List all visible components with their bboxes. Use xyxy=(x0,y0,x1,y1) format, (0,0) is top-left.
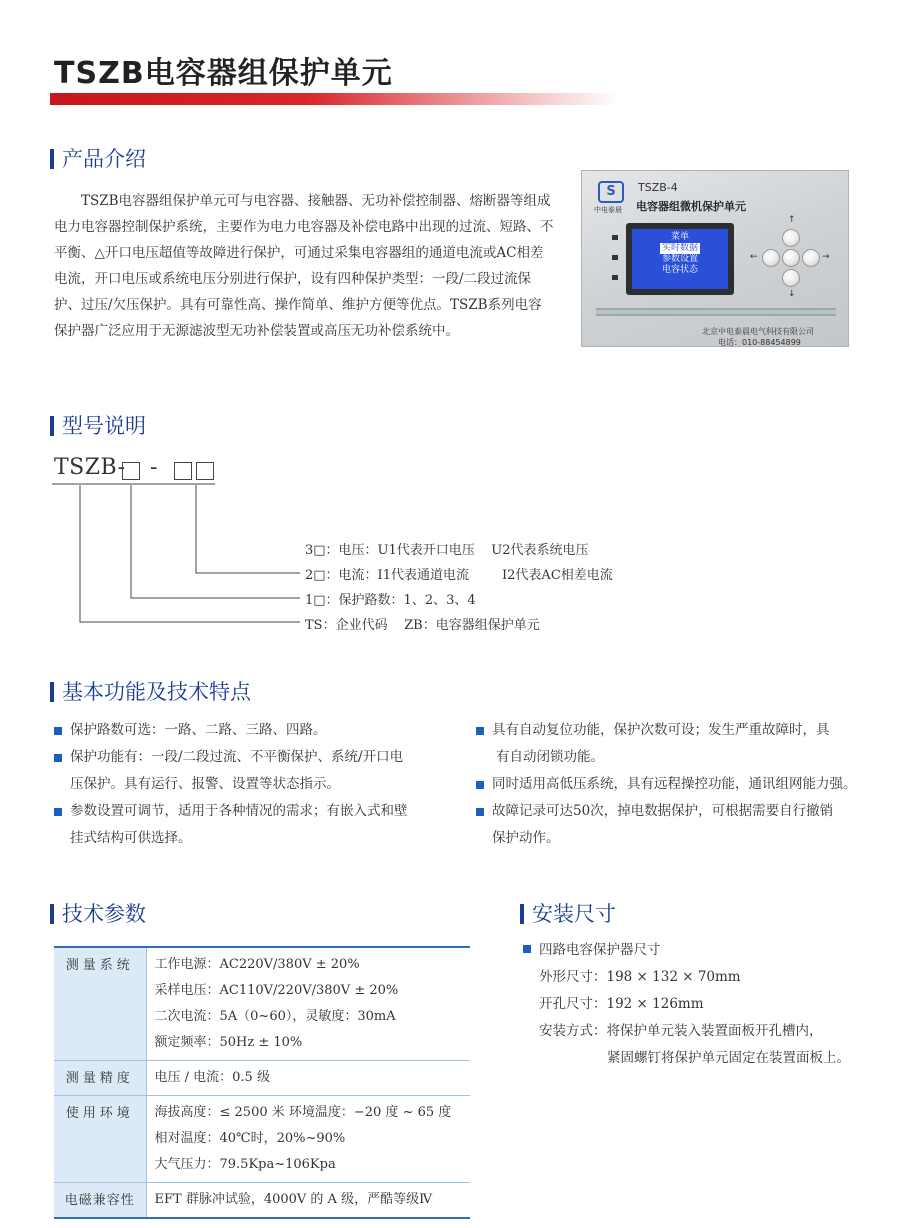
square-bullet-icon xyxy=(476,781,484,789)
arrow-up-icon: ↑ xyxy=(788,215,796,225)
device-name: 电容器组微机保护单元 xyxy=(636,200,746,213)
param-key: 使用环境 xyxy=(54,1096,146,1183)
params-table xyxy=(54,946,470,1219)
device-model: TSZB-4 xyxy=(638,181,678,194)
feature-item: 参数设置可调节，适用于各种情况的需求；有嵌入式和壁 挂式结构可供选择。 xyxy=(70,798,450,852)
section-heading-install xyxy=(520,898,616,928)
model-legend-voltage: 3□：电压：U1代表开口电压 U2代表系统电压 xyxy=(305,543,589,558)
model-legend-company: TS：企业代码 ZB：电容器组保护单元 xyxy=(305,618,540,633)
square-bullet-icon xyxy=(476,727,484,735)
param-value: EFT 群脉冲试验，4000V 的 A 级，严酷等级Ⅳ xyxy=(146,1183,470,1219)
leader-line-slot-1 xyxy=(131,485,300,598)
table-row xyxy=(54,947,470,1061)
section-heading-features-label: 基本功能及技术特点 xyxy=(62,680,251,704)
section-heading-params-label: 技术参数 xyxy=(62,902,146,926)
feature-item: 保护功能有：一段/二段过流、不平衡保护、系统/开口电 压保护。具有运行、报警、设置等状态指示。 xyxy=(70,744,450,798)
square-bullet-icon xyxy=(54,727,62,735)
install-head: 四路电容保护器尺寸 xyxy=(539,942,661,958)
table-row xyxy=(54,1183,470,1219)
install-outer-size: 外形尺寸：198 × 132 × 70mm xyxy=(539,969,741,985)
install-method-cont: 紧固螺钉将保护单元固定在装置面板上。 xyxy=(607,1050,850,1066)
param-value: 工作电源：AC220V/380V ± 20% 采样电压：AC110V/220V/380V ± 20% 二次电流：5A（0~60），灵敏度：30mA 额定频率：50Hz ± 10% xyxy=(146,947,470,1061)
screen-menu-title: 菜单 xyxy=(670,232,689,242)
intro-paragraph: TSZB电容器组保护单元可与电容器、接触器、无功补偿控制器、熔断器等组成电力电容器控制保护系统，主要作为电力电容器及补偿电路中出现的过流、短路、不平衡、△开口电压超值等故障进行保护，可通过采集电容器组的通道电流或AC相差电流，开口电压或系统电压分别进行保护，设有四种保护类型：一段/二段过流保护、过压/欠压保护。具有可靠性高、操作简单、维护方便等优点。TSZB系列电容保护器广泛应用于无源滤波型无功补偿装置或高压无功补偿系统中。 xyxy=(54,193,554,339)
screen-menu-item: 电容状态 xyxy=(661,265,698,275)
model-legend-current: 2□：电流：I1代表通道电流 I2代表AC相差电流 xyxy=(305,568,613,583)
square-bullet-icon xyxy=(476,808,484,816)
model-legend-channels: 1□：保护路数：1、2、3、4 xyxy=(305,593,476,608)
arrow-right-icon: → xyxy=(822,252,830,262)
model-code: TSZB- xyxy=(54,455,126,480)
device-brand: 中电泰晨 xyxy=(594,206,622,214)
page-title: TSZB电容器组保护单元 xyxy=(54,56,393,91)
square-bullet-icon xyxy=(523,945,531,953)
table-row xyxy=(54,1096,470,1183)
section-heading-params xyxy=(50,898,146,928)
install-cut-size: 开孔尺寸：192 × 126mm xyxy=(539,996,704,1012)
device-company: 北京中电泰晨电气科技有限公司 xyxy=(702,327,814,336)
feature-item: 同时适用高低压系统，具有远程操控功能，通讯组网能力强。 xyxy=(492,771,872,798)
screen-menu-item: 参数设置 xyxy=(661,254,698,264)
param-key: 测量精度 xyxy=(54,1061,146,1096)
brand-logo-icon: S xyxy=(598,181,624,203)
heading-marker xyxy=(50,904,54,924)
square-bullet-icon xyxy=(54,808,62,816)
install-method: 安装方式：将保护单元装入装置面板开孔槽内， xyxy=(539,1023,823,1039)
model-separator: - xyxy=(150,455,158,480)
feature-item: 故障记录可达50次，掉电数据保护，可根据需要自行撤销 保护动作。 xyxy=(492,798,872,852)
param-value: 海拔高度：≤ 2500 米 环境温度：−20 度 ~ 65 度 相对温度：40℃时，20%~90% 大气压力：79.5Kpa~106Kpa xyxy=(146,1096,470,1183)
section-heading-features xyxy=(50,676,251,706)
install-info xyxy=(523,937,850,1072)
param-key: 电磁兼容性 xyxy=(54,1183,146,1219)
leader-line-ts xyxy=(80,485,300,622)
device-phone: 电话：010-88454899 xyxy=(718,338,801,347)
param-key: 测量系统 xyxy=(54,947,146,1061)
table-row xyxy=(54,1061,470,1096)
heading-marker xyxy=(50,682,54,702)
square-bullet-icon xyxy=(54,754,62,762)
feature-item: 保护路数可选：一路、二路、三路、四路。 xyxy=(70,717,450,744)
section-heading-intro-label: 产品介绍 xyxy=(62,147,146,171)
arrow-left-icon: ← xyxy=(750,252,758,262)
leader-line-slot-2 xyxy=(196,485,300,573)
section-heading-model-label: 型号说明 xyxy=(62,414,146,438)
screen-menu-item: 实时数据 xyxy=(661,243,698,253)
section-heading-install-label: 安装尺寸 xyxy=(532,902,616,926)
arrow-down-icon: ↓ xyxy=(788,289,796,299)
heading-marker xyxy=(520,904,524,924)
feature-item: 具有自动复位功能，保护次数可设；发生严重故障时，具 有自动闭锁功能。 xyxy=(492,717,872,771)
param-value: 电压 / 电流：0.5 级 xyxy=(146,1061,470,1096)
